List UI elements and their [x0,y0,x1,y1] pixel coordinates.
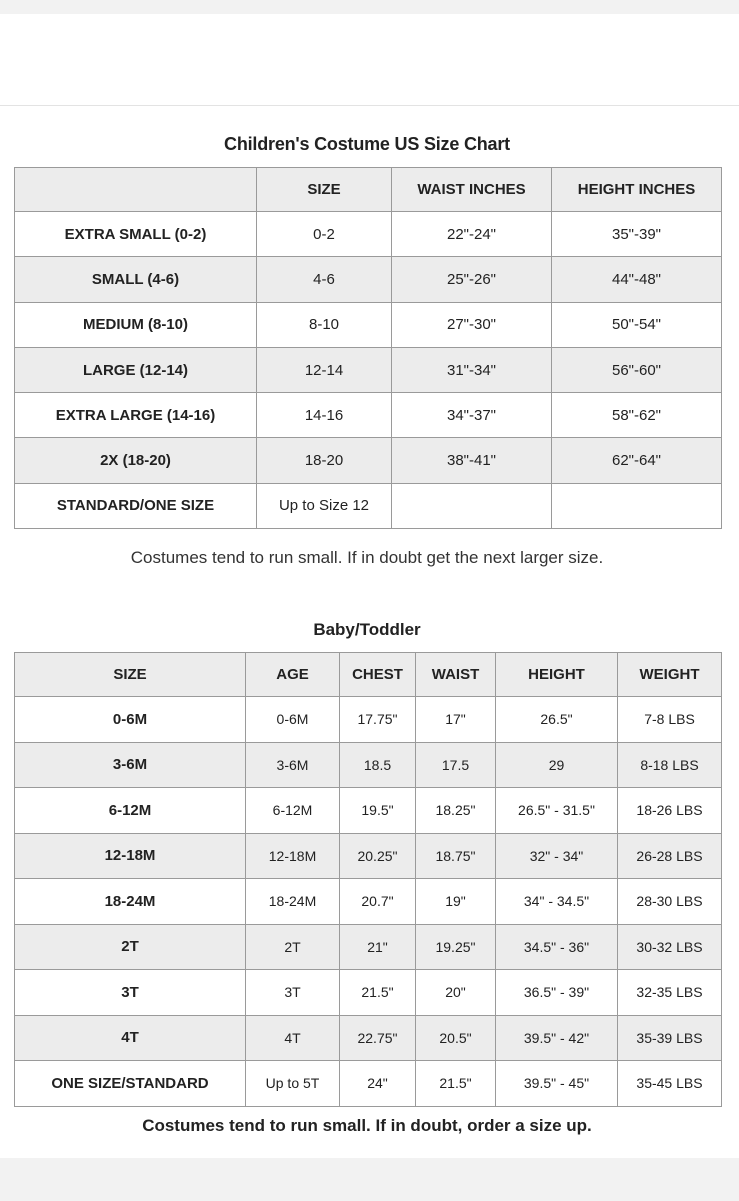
column-header: CHEST [340,653,416,697]
toddler-chart-note: Costumes tend to run small. If in doubt, order a size up. [142,1116,592,1135]
age-cell: 12-18M [246,833,340,879]
chest-cell: 20.25" [340,833,416,879]
height-cell: 32" - 34" [496,833,618,879]
age-cell: 6-12M [246,788,340,834]
children-chart-note: Costumes tend to run small. If in doubt get the next larger size. [130,548,604,567]
waist-cell: 20" [416,970,496,1016]
age-cell: 3T [246,970,340,1016]
chest-cell: 21" [340,924,416,970]
top-divider [0,105,739,106]
table-row [15,833,722,879]
children-size-table [14,167,722,529]
waist-cell: 22"-24" [392,212,552,257]
table-row [15,1061,722,1107]
toddler-chart-title: Baby/Toddler [313,620,421,639]
size-label: ONE SIZE/STANDARD [15,1061,246,1107]
waist-cell: 18.75" [416,833,496,879]
weight-cell: 28-30 LBS [618,879,722,925]
weight-cell: 32-35 LBS [618,970,722,1016]
column-header: SIZE [15,653,246,697]
size-label: 18-24M [15,879,246,925]
table-row [15,393,722,438]
age-cell: 2T [246,924,340,970]
weight-cell: 7-8 LBS [618,697,722,743]
height-cell: 26.5" [496,697,618,743]
waist-cell: 27"-30" [392,302,552,347]
children-chart-title: Children's Costume US Size Chart [224,134,510,154]
weight-cell: 35-39 LBS [618,1015,722,1061]
size-label: EXTRA LARGE (14-16) [15,393,257,438]
waist-cell: 17" [416,697,496,743]
size-label: 0-6M [15,697,246,743]
waist-cell: 38"-41" [392,438,552,483]
weight-cell: 8-18 LBS [618,742,722,788]
size-cell: 12-14 [257,347,392,392]
table-row [15,212,722,257]
waist-cell: 18.25" [416,788,496,834]
table-row [15,788,722,834]
height-cell: 44"-48" [552,257,722,302]
table-row [15,697,722,743]
chest-cell: 18.5 [340,742,416,788]
age-cell: Up to 5T [246,1061,340,1107]
column-header: HEIGHT [496,653,618,697]
table-header-row [15,653,722,697]
weight-cell: 18-26 LBS [618,788,722,834]
size-label: EXTRA SMALL (0-2) [15,212,257,257]
height-cell: 39.5" - 42" [496,1015,618,1061]
size-label: 4T [15,1015,246,1061]
table-row [15,257,722,302]
height-cell: 50"-54" [552,302,722,347]
size-cell: 14-16 [257,393,392,438]
height-cell: 36.5" - 39" [496,970,618,1016]
waist-cell: 17.5 [416,742,496,788]
chest-cell: 22.75" [340,1015,416,1061]
size-label: SMALL (4-6) [15,257,257,302]
age-cell: 0-6M [246,697,340,743]
waist-cell: 31"-34" [392,347,552,392]
top-strip [0,0,739,14]
size-cell: 18-20 [257,438,392,483]
size-cell: 0-2 [257,212,392,257]
size-label: 12-18M [15,833,246,879]
size-cell: Up to Size 12 [257,483,392,528]
size-label: LARGE (12-14) [15,347,257,392]
table-row [15,347,722,392]
table-row [15,742,722,788]
height-cell: 56"-60" [552,347,722,392]
height-cell: 34" - 34.5" [496,879,618,925]
chest-cell: 17.75" [340,697,416,743]
bottom-strip [0,1158,739,1201]
waist-cell: 25"-26" [392,257,552,302]
size-label: 6-12M [15,788,246,834]
height-cell: 34.5" - 36" [496,924,618,970]
waist-cell [392,483,552,528]
weight-cell: 30-32 LBS [618,924,722,970]
waist-cell: 19.25" [416,924,496,970]
chest-cell: 20.7" [340,879,416,925]
chest-cell: 19.5" [340,788,416,834]
column-header: SIZE [257,168,392,212]
age-cell: 3-6M [246,742,340,788]
table-row [15,970,722,1016]
column-header: HEIGHT INCHES [552,168,722,212]
height-cell: 39.5" - 45" [496,1061,618,1107]
table-row [15,483,722,528]
age-cell: 18-24M [246,879,340,925]
size-label: 3T [15,970,246,1016]
chest-cell: 24" [340,1061,416,1107]
table-row [15,438,722,483]
table-row [15,302,722,347]
weight-cell: 26-28 LBS [618,833,722,879]
table-header-row [15,168,722,212]
height-cell [552,483,722,528]
chest-cell: 21.5" [340,970,416,1016]
size-label: MEDIUM (8-10) [15,302,257,347]
waist-cell: 34"-37" [392,393,552,438]
age-cell: 4T [246,1015,340,1061]
size-cell: 4-6 [257,257,392,302]
column-header: WAIST [416,653,496,697]
size-label: 3-6M [15,742,246,788]
column-header: WAIST INCHES [392,168,552,212]
column-header: WEIGHT [618,653,722,697]
height-cell: 26.5" - 31.5" [496,788,618,834]
waist-cell: 20.5" [416,1015,496,1061]
table-row [15,924,722,970]
size-label: 2X (18-20) [15,438,257,483]
size-cell: 8-10 [257,302,392,347]
table-row [15,879,722,925]
waist-cell: 21.5" [416,1061,496,1107]
size-label: 2T [15,924,246,970]
column-header [15,168,257,212]
table-row [15,1015,722,1061]
height-cell: 35"-39" [552,212,722,257]
height-cell: 29 [496,742,618,788]
size-label: STANDARD/ONE SIZE [15,483,257,528]
height-cell: 62"-64" [552,438,722,483]
height-cell: 58"-62" [552,393,722,438]
column-header: AGE [246,653,340,697]
weight-cell: 35-45 LBS [618,1061,722,1107]
waist-cell: 19" [416,879,496,925]
toddler-size-table [14,652,722,1107]
